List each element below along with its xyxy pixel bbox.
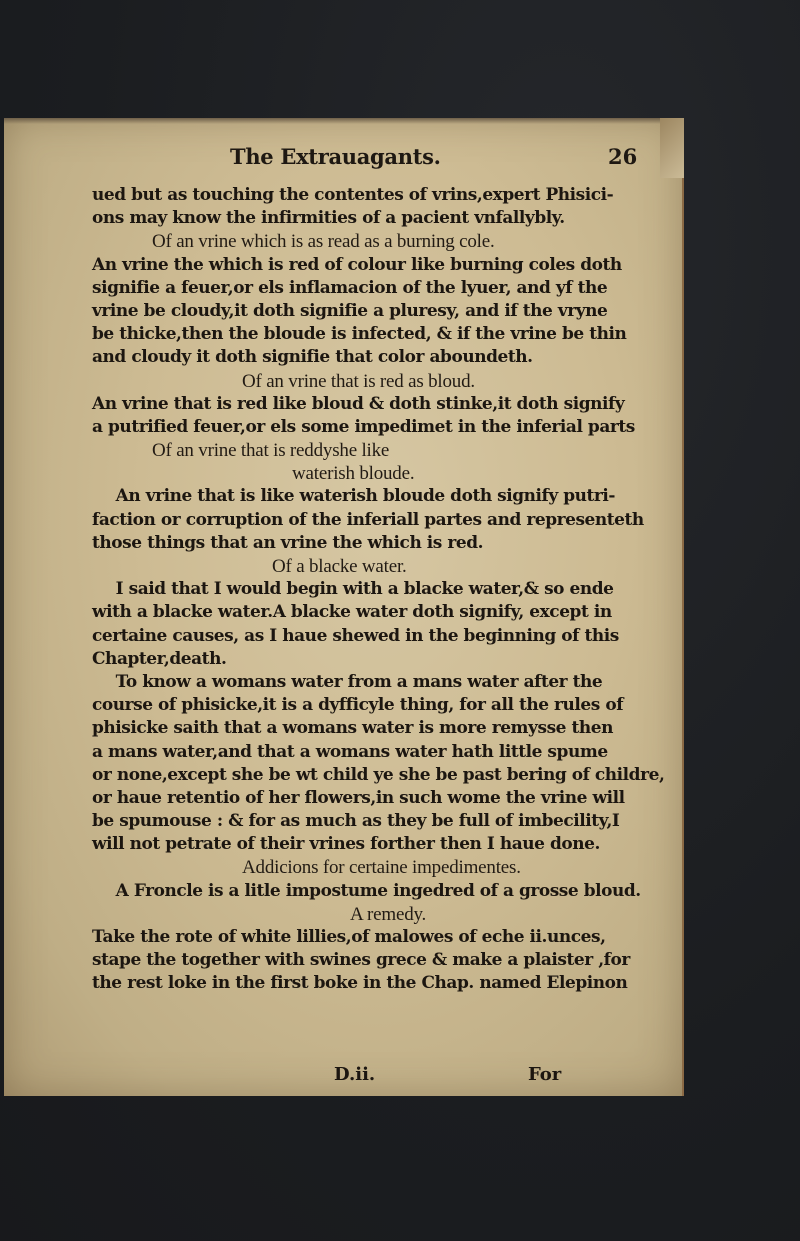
page-footer bbox=[92, 1064, 652, 1094]
section-heading: waterish bloude. bbox=[292, 463, 415, 485]
text-line: I said that I would begin with a blacke water,& so ende bbox=[115, 579, 614, 600]
text-line: or haue retentio of her flowers,in such wome the vrine will bbox=[92, 787, 625, 808]
text-line: certaine causes, as I haue shewed in the beginning of this bbox=[92, 625, 619, 646]
section-heading: Of an vrine that is red as bloud. bbox=[242, 370, 475, 392]
text-line: will not petrate of their vrines forther then I haue done. bbox=[92, 834, 600, 855]
section-heading: A remedy. bbox=[350, 903, 427, 925]
text-line: An vrine that is red like bloud & doth stinke,it doth signify bbox=[92, 393, 625, 414]
text-line: course of phisicke,it is a dyfficyle thing, for all the rules of bbox=[92, 695, 624, 716]
text-line: or none,except she be wt child ye she be past bering of childre, bbox=[92, 764, 665, 785]
text-line: the rest loke in the first boke in the Chap. named Elepinon bbox=[92, 973, 628, 994]
text-line: To know a womans water from a mans water after the bbox=[115, 671, 603, 692]
section-heading: Of an vrine that is reddyshe like bbox=[152, 440, 390, 462]
text-line: be spumouse : & for as much as they be full of imbecility,I bbox=[92, 811, 620, 832]
text-line: a putrified feuer,or els some impedimet in the inferial parts bbox=[92, 416, 635, 437]
signature-mark: D.ii. bbox=[334, 1064, 376, 1085]
text-line: a mans water,and that a womans water hath little spume bbox=[92, 741, 608, 762]
text-line: ons may know the infirmities of a pacient vnfallybly. bbox=[92, 208, 565, 229]
text-line: faction or corruption of the inferiall partes and representeth bbox=[92, 509, 644, 530]
text-line: signifie a feuer,or els inflamacion of the lyuer, and yf the bbox=[92, 277, 608, 298]
page-header bbox=[230, 144, 670, 184]
text-line: with a blacke water.A blacke water doth signify, except in bbox=[92, 602, 612, 623]
text-line: stape the together with swines grece & make a plaister ,for bbox=[92, 950, 630, 971]
text-line: those things that an vrine the which is red. bbox=[92, 532, 484, 553]
text-line: An vrine the which is red of colour like burning coles doth bbox=[92, 254, 622, 275]
text-line: An vrine that is like waterish bloude doth signify putri- bbox=[115, 486, 615, 507]
text-line: Take the rote of white lillies,of malowes of eche ii.unces, bbox=[92, 927, 606, 947]
page-text bbox=[92, 184, 692, 996]
text-line: phisicke saith that a womans water is more remysse then bbox=[92, 718, 614, 739]
text-line: and cloudy it doth signifie that color aboundeth. bbox=[92, 347, 533, 368]
section-heading: Of a blacke water. bbox=[272, 556, 407, 577]
section-heading: Addicions for certaine impedimentes. bbox=[242, 857, 521, 879]
running-title: The Extrauagants. bbox=[230, 144, 441, 169]
section-heading: Of an vrine which is as read as a burning cole. bbox=[152, 231, 495, 253]
page-number: 26 bbox=[608, 144, 638, 169]
text-line: ued but as touching the contentes of vrins,expert Phisici- bbox=[92, 185, 614, 205]
text-line: be thicke,then the bloude is infected, & if the vrine be thin bbox=[92, 324, 627, 345]
text-line: Chapter,death. bbox=[92, 648, 227, 669]
catchword: For bbox=[528, 1064, 562, 1085]
text-line: A Froncle is a litle impostume ingedred of a grosse bloud. bbox=[115, 880, 641, 901]
text-line: vrine be cloudy,it doth signifie a pluresy, and if the vryne bbox=[92, 300, 608, 321]
